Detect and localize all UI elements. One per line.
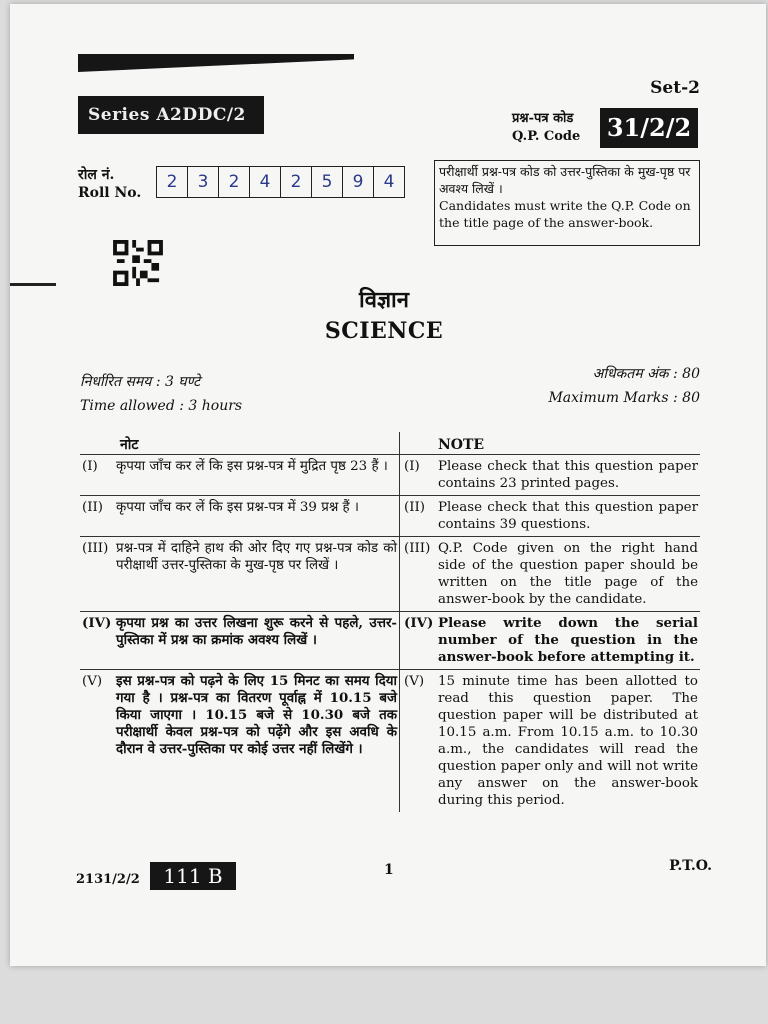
maximum-marks-hi: अधिकतम अंक : 80 [592,366,700,382]
item-number: (III) [404,541,431,556]
time-allowed-hi: निर्धारित समय : 3 घण्टे [80,374,201,390]
roll-number-label [78,166,141,202]
maximum-marks [548,362,700,410]
note-heading-hi: नोट [80,432,400,454]
roll-digit: 9 [343,167,374,197]
item-number: (II) [82,500,104,515]
item-number: (IV) [82,615,112,631]
roll-label-hi: रोल नं. [78,167,115,183]
notice-hindi: परीक्षार्थी प्रश्न-पत्र कोड को उत्तर-पुस्तिका के मुख-पृष्ठ पर अवश्य लिखें । [439,164,691,196]
item-number: (IV) [404,615,434,631]
qp-code-label-en: Q.P. Code [512,129,581,144]
roll-digit: 2 [219,167,250,197]
item-number: (I) [404,459,420,474]
item-number: (II) [404,500,426,515]
instruction-row [80,611,700,669]
time-allowed [80,370,242,418]
instruction-row [80,495,700,536]
roll-label-en: Roll No. [78,185,142,201]
instruction-hi: कृपया जाँच कर लें कि इस प्रश्न-पत्र में 39 प्रश्न हैं । [116,500,359,515]
item-number: (III) [82,541,109,556]
paper-code-box: 111 B [150,862,236,890]
maximum-marks-en: Maximum Marks : 80 [548,390,700,406]
page-number: 1 [384,862,394,878]
instruction-row [80,669,700,812]
roll-digit: 5 [312,167,343,197]
roll-digit: 4 [250,167,281,197]
series-box: Series A2DDC/2 [78,96,264,134]
item-number: (I) [82,459,98,474]
qr-code-icon [112,240,164,286]
instruction-row [80,454,700,495]
item-number: (V) [404,674,425,689]
qp-code-notice-box [434,160,700,246]
set-label: Set-2 [650,78,700,98]
roll-number-boxes [156,166,405,198]
roll-digit: 3 [188,167,219,197]
qp-code-label-hi: प्रश्न-पत्र कोड [512,111,574,126]
instruction-row [80,536,700,611]
time-allowed-en: Time allowed : 3 hours [80,398,243,414]
instruction-hi: कृपया जाँच कर लें कि इस प्रश्न-पत्र में मुद्रित पृष्ठ 23 हैं । [116,459,388,474]
instruction-en: 15 minute time has been allotted to read this question paper. The question paper will be distributed at 10.15 a.m. From 10.15 a.m. to 10.30 a.m., the candidates will read the question paper only and will not write any answer on the answer-book during this period. [438,674,698,808]
please-turn-over: P.T.O. [669,858,712,874]
paper-code: 2131/2/2 [76,872,140,887]
roll-digit: 2 [281,167,312,197]
instruction-en: Please check that this question paper contains 23 printed pages. [438,459,698,491]
notice-english: Candidates must write the Q.P. Code on the title page of the answer-book. [439,198,691,230]
instructions-header [80,432,700,454]
qp-code-label [512,110,580,146]
instruction-hi: इस प्रश्न-पत्र को पढ़ने के लिए 15 मिनट का समय दिया गया है । प्रश्न-पत्र का वितरण पूर्वाह्न में 10.15 बजे किया जाएगा । 10.15 बजे से 10.30 बजे तक परीक्षार्थी केवल प्रश्न-पत्र को पढ़ेंगे और इस अवधि के दौरान वे उत्तर-पुस्तिका पर कोई उत्तर नहीं लिखेंगे । [116,673,397,757]
subject-title-english: SCIENCE [324,318,444,344]
subject-title-hindi: विज्ञान [359,287,409,313]
instruction-en: Please check that this question paper contains 39 questions. [438,500,698,532]
item-number: (V) [82,674,103,689]
roll-digit: 4 [383,172,395,192]
qp-code-box: 31/2/2 [600,108,698,148]
instructions-table [80,432,700,812]
roll-digit: 2 [157,167,188,197]
instruction-hi: प्रश्न-पत्र में दाहिने हाथ की ओर दिए गए प्रश्न-पत्र कोड को परीक्षार्थी उत्तर-पुस्तिका के मुख-पृष्ठ पर लिखें । [116,541,397,573]
instruction-en: Please write down the serial number of the question in the answer-book before attempting it. [438,615,698,665]
instruction-hi: कृपया प्रश्न का उत्तर लिखना शुरू करने से पहले, उत्तर-पुस्तिका में प्रश्न का क्रमांक अवश्य लिखें । [116,615,397,648]
note-heading-en: NOTE [438,437,485,453]
instruction-en: Q.P. Code given on the right hand side of the question paper should be written on the title page of the answer-book by the candidate. [438,541,698,607]
